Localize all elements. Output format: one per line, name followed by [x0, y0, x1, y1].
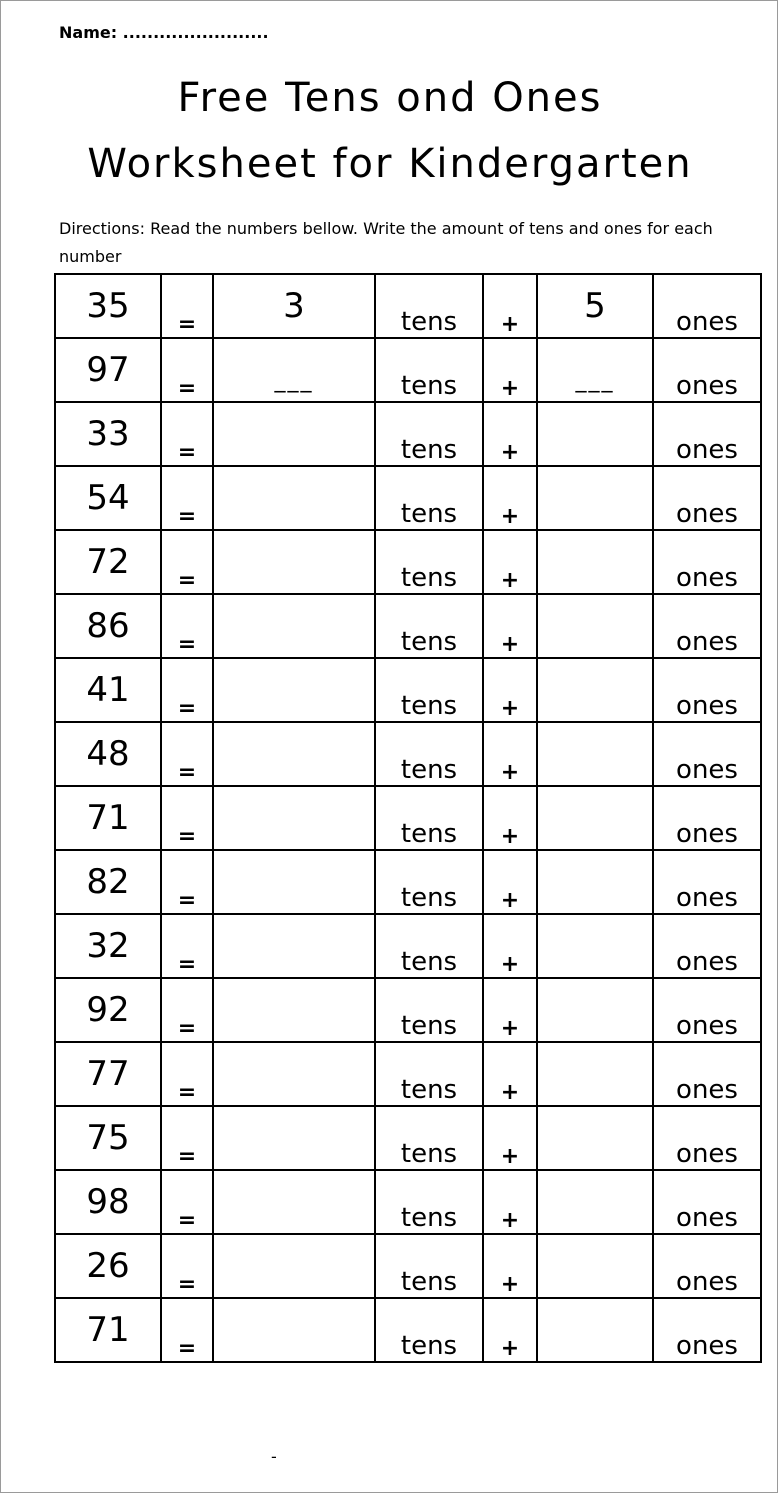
plus-sign-text: +	[500, 760, 520, 785]
tens-label-text: tens	[400, 1267, 458, 1297]
tens-label	[375, 786, 483, 850]
ones-answer-cell[interactable]	[537, 658, 653, 722]
table-row	[55, 338, 761, 402]
tens-label	[375, 1106, 483, 1170]
ones-label	[653, 658, 761, 722]
equals-sign-text: =	[177, 952, 197, 977]
equals-sign-text: =	[177, 696, 197, 721]
equals-sign	[161, 978, 213, 1042]
number-cell-text: 54	[86, 478, 130, 518]
tens-answer-cell[interactable]	[213, 338, 375, 402]
tens-answer-cell[interactable]	[213, 978, 375, 1042]
number-cell	[55, 658, 161, 722]
number-cell-text: 97	[86, 350, 130, 390]
equals-sign-text: =	[177, 1272, 197, 1297]
table-row	[55, 1042, 761, 1106]
equals-sign-text: =	[177, 1208, 197, 1233]
tens-label	[375, 1298, 483, 1362]
number-cell	[55, 978, 161, 1042]
tens-label-text: tens	[400, 1075, 458, 1105]
plus-sign-text: +	[500, 504, 520, 529]
equals-sign-text: =	[177, 1144, 197, 1169]
equals-sign-text: =	[177, 568, 197, 593]
equals-sign	[161, 1170, 213, 1234]
table-row	[55, 850, 761, 914]
tens-label-text: tens	[400, 371, 458, 401]
ones-label-text: ones	[676, 691, 738, 721]
page-title-line-1: Free Tens ond Ones	[177, 75, 603, 121]
tens-label	[375, 402, 483, 466]
plus-sign-text: +	[500, 696, 520, 721]
plus-sign	[483, 338, 537, 402]
ones-answer-cell[interactable]	[537, 338, 653, 402]
table-row	[55, 658, 761, 722]
tens-label-text: tens	[400, 307, 458, 337]
tens-label-text: tens	[400, 499, 458, 529]
tens-answer-cell-text: ___	[274, 368, 314, 393]
ones-answer-cell[interactable]	[537, 914, 653, 978]
tens-label-text: tens	[400, 947, 458, 977]
ones-answer-cell[interactable]	[537, 466, 653, 530]
plus-sign	[483, 978, 537, 1042]
ones-answer-cell[interactable]	[537, 274, 653, 338]
tens-label-text: tens	[400, 1331, 458, 1361]
tens-answer-cell[interactable]	[213, 1042, 375, 1106]
tens-answer-cell[interactable]	[213, 1106, 375, 1170]
ones-label	[653, 722, 761, 786]
plus-sign	[483, 850, 537, 914]
table-row	[55, 1234, 761, 1298]
equals-sign	[161, 850, 213, 914]
number-cell	[55, 914, 161, 978]
ones-label-text: ones	[676, 627, 738, 657]
plus-sign-text: +	[500, 1144, 520, 1169]
number-cell	[55, 338, 161, 402]
tens-answer-cell[interactable]	[213, 722, 375, 786]
ones-label	[653, 1106, 761, 1170]
tens-answer-cell[interactable]	[213, 402, 375, 466]
ones-label-text: ones	[676, 1331, 738, 1361]
table-row	[55, 978, 761, 1042]
equals-sign-text: =	[177, 1336, 197, 1361]
tens-answer-cell-text: 3	[283, 286, 305, 326]
ones-label	[653, 530, 761, 594]
plus-sign-text: +	[500, 952, 520, 977]
plus-sign-text: +	[500, 1336, 520, 1361]
equals-sign	[161, 274, 213, 338]
number-cell	[55, 1298, 161, 1362]
plus-sign-text: +	[500, 312, 520, 337]
plus-sign-text: +	[500, 888, 520, 913]
number-cell-text: 92	[86, 990, 130, 1030]
tens-label-text: tens	[400, 1011, 458, 1041]
tens-label	[375, 1170, 483, 1234]
ones-answer-cell[interactable]	[537, 1298, 653, 1362]
ones-label	[653, 978, 761, 1042]
number-cell-text: 41	[86, 670, 130, 710]
plus-sign	[483, 274, 537, 338]
ones-answer-cell[interactable]	[537, 722, 653, 786]
ones-label-text: ones	[676, 1139, 738, 1169]
number-cell-text: 75	[86, 1118, 130, 1158]
ones-label	[653, 466, 761, 530]
equals-sign-text: =	[177, 760, 197, 785]
number-cell	[55, 850, 161, 914]
plus-sign	[483, 1298, 537, 1362]
ones-answer-cell[interactable]	[537, 1170, 653, 1234]
tens-label	[375, 914, 483, 978]
plus-sign	[483, 1170, 537, 1234]
equals-sign	[161, 466, 213, 530]
tens-answer-cell[interactable]	[213, 786, 375, 850]
table-row	[55, 1106, 761, 1170]
table-row	[55, 1298, 761, 1362]
number-cell-text: 72	[86, 542, 130, 582]
number-cell	[55, 594, 161, 658]
table-row	[55, 594, 761, 658]
equals-sign-text: =	[177, 376, 197, 401]
ones-answer-cell[interactable]	[537, 530, 653, 594]
tens-label-text: tens	[400, 563, 458, 593]
equals-sign-text: =	[177, 312, 197, 337]
plus-sign	[483, 466, 537, 530]
tens-label	[375, 658, 483, 722]
tens-label	[375, 530, 483, 594]
ones-answer-cell[interactable]	[537, 786, 653, 850]
number-cell	[55, 1170, 161, 1234]
ones-answer-cell[interactable]	[537, 1234, 653, 1298]
equals-sign	[161, 658, 213, 722]
tens-label	[375, 274, 483, 338]
number-cell	[55, 722, 161, 786]
tens-label-text: tens	[400, 883, 458, 913]
tens-label	[375, 1234, 483, 1298]
name-field-label: Name: ........................	[59, 23, 269, 42]
tens-label	[375, 466, 483, 530]
ones-label-text: ones	[676, 1203, 738, 1233]
ones-label	[653, 274, 761, 338]
plus-sign	[483, 402, 537, 466]
equals-sign	[161, 1234, 213, 1298]
ones-label	[653, 850, 761, 914]
tens-answer-cell[interactable]	[213, 914, 375, 978]
plus-sign-text: +	[500, 376, 520, 401]
tens-answer-cell[interactable]	[213, 1298, 375, 1362]
table-row	[55, 1170, 761, 1234]
equals-sign	[161, 1042, 213, 1106]
equals-sign-text: =	[177, 1080, 197, 1105]
tens-answer-cell[interactable]	[213, 850, 375, 914]
number-cell	[55, 1042, 161, 1106]
ones-label-text: ones	[676, 307, 738, 337]
equals-sign	[161, 1106, 213, 1170]
number-cell	[55, 1234, 161, 1298]
table-row	[55, 466, 761, 530]
number-cell	[55, 274, 161, 338]
ones-answer-cell-text: ___	[575, 368, 615, 393]
equals-sign	[161, 594, 213, 658]
plus-sign	[483, 594, 537, 658]
tens-answer-cell[interactable]	[213, 1234, 375, 1298]
tens-answer-cell[interactable]	[213, 594, 375, 658]
tens-label	[375, 594, 483, 658]
plus-sign-text: +	[500, 568, 520, 593]
table-body	[55, 274, 761, 1362]
tens-answer-cell[interactable]	[213, 530, 375, 594]
plus-sign	[483, 1106, 537, 1170]
tens-label	[375, 722, 483, 786]
plus-sign-text: +	[500, 632, 520, 657]
ones-label	[653, 914, 761, 978]
plus-sign	[483, 530, 537, 594]
number-cell-text: 98	[86, 1182, 130, 1222]
tens-label-text: tens	[400, 1139, 458, 1169]
number-cell-text: 26	[86, 1246, 130, 1286]
ones-label-text: ones	[676, 435, 738, 465]
plus-sign-text: +	[500, 440, 520, 465]
table-row	[55, 402, 761, 466]
tens-answer-cell[interactable]	[213, 1170, 375, 1234]
plus-sign	[483, 658, 537, 722]
equals-sign	[161, 530, 213, 594]
plus-sign	[483, 786, 537, 850]
ones-label	[653, 1234, 761, 1298]
ones-label	[653, 786, 761, 850]
ones-label	[653, 594, 761, 658]
plus-sign-text: +	[500, 1080, 520, 1105]
equals-sign	[161, 786, 213, 850]
tens-answer-cell[interactable]	[213, 658, 375, 722]
ones-label-text: ones	[676, 947, 738, 977]
equals-sign	[161, 1298, 213, 1362]
number-cell-text: 32	[86, 926, 130, 966]
table-row	[55, 786, 761, 850]
equals-sign	[161, 402, 213, 466]
tens-label-text: tens	[400, 435, 458, 465]
table-row	[55, 914, 761, 978]
plus-sign	[483, 1042, 537, 1106]
equals-sign	[161, 338, 213, 402]
plus-sign-text: +	[500, 1272, 520, 1297]
ones-label-text: ones	[676, 1075, 738, 1105]
ones-label-text: ones	[676, 755, 738, 785]
page-title-line-2: Worksheet for Kindergarten	[87, 141, 693, 187]
ones-label-text: ones	[676, 819, 738, 849]
ones-label	[653, 338, 761, 402]
tens-label-text: tens	[400, 755, 458, 785]
number-cell	[55, 1106, 161, 1170]
table-row	[55, 274, 761, 338]
ones-label-text: ones	[676, 499, 738, 529]
ones-label	[653, 1170, 761, 1234]
number-cell-text: 82	[86, 862, 130, 902]
number-cell	[55, 402, 161, 466]
ones-answer-cell[interactable]	[537, 978, 653, 1042]
equals-sign	[161, 914, 213, 978]
ones-label-text: ones	[676, 1267, 738, 1297]
equals-sign-text: =	[177, 1016, 197, 1041]
number-cell	[55, 466, 161, 530]
number-cell	[55, 530, 161, 594]
stray-mark: -	[271, 1447, 277, 1466]
ones-answer-cell[interactable]	[537, 850, 653, 914]
ones-label-text: ones	[676, 563, 738, 593]
number-cell-text: 71	[86, 1310, 130, 1350]
table-row	[55, 530, 761, 594]
tens-label-text: tens	[400, 819, 458, 849]
equals-sign-text: =	[177, 440, 197, 465]
ones-answer-cell[interactable]	[537, 402, 653, 466]
plus-sign-text: +	[500, 1208, 520, 1233]
plus-sign	[483, 914, 537, 978]
ones-answer-cell[interactable]	[537, 594, 653, 658]
plus-sign	[483, 722, 537, 786]
number-cell-text: 77	[86, 1054, 130, 1094]
tens-label	[375, 338, 483, 402]
number-cell-text: 35	[86, 286, 130, 326]
directions-text: Directions: Read the numbers bellow. Write the amount of tens and ones for each number	[59, 219, 713, 266]
tens-answer-cell[interactable]	[213, 274, 375, 338]
number-cell-text: 33	[86, 414, 130, 454]
equals-sign-text: =	[177, 824, 197, 849]
table-row	[55, 722, 761, 786]
tens-label-text: tens	[400, 627, 458, 657]
tens-label	[375, 1042, 483, 1106]
equals-sign-text: =	[177, 504, 197, 529]
number-cell	[55, 786, 161, 850]
equals-sign-text: =	[177, 632, 197, 657]
ones-label-text: ones	[676, 883, 738, 913]
tens-label-text: tens	[400, 1203, 458, 1233]
tens-label	[375, 850, 483, 914]
ones-answer-cell[interactable]	[537, 1042, 653, 1106]
plus-sign-text: +	[500, 824, 520, 849]
tens-answer-cell[interactable]	[213, 466, 375, 530]
ones-label-text: ones	[676, 1011, 738, 1041]
ones-label	[653, 1298, 761, 1362]
ones-label	[653, 402, 761, 466]
equals-sign	[161, 722, 213, 786]
ones-label-text: ones	[676, 371, 738, 401]
number-cell-text: 71	[86, 798, 130, 838]
ones-label	[653, 1042, 761, 1106]
ones-answer-cell[interactable]	[537, 1106, 653, 1170]
tens-label	[375, 978, 483, 1042]
equals-sign-text: =	[177, 888, 197, 913]
ones-answer-cell-text: 5	[584, 286, 606, 326]
number-cell-text: 86	[86, 606, 130, 646]
tens-label-text: tens	[400, 691, 458, 721]
plus-sign	[483, 1234, 537, 1298]
tens-ones-table	[54, 273, 762, 1363]
plus-sign-text: +	[500, 1016, 520, 1041]
number-cell-text: 48	[86, 734, 130, 774]
